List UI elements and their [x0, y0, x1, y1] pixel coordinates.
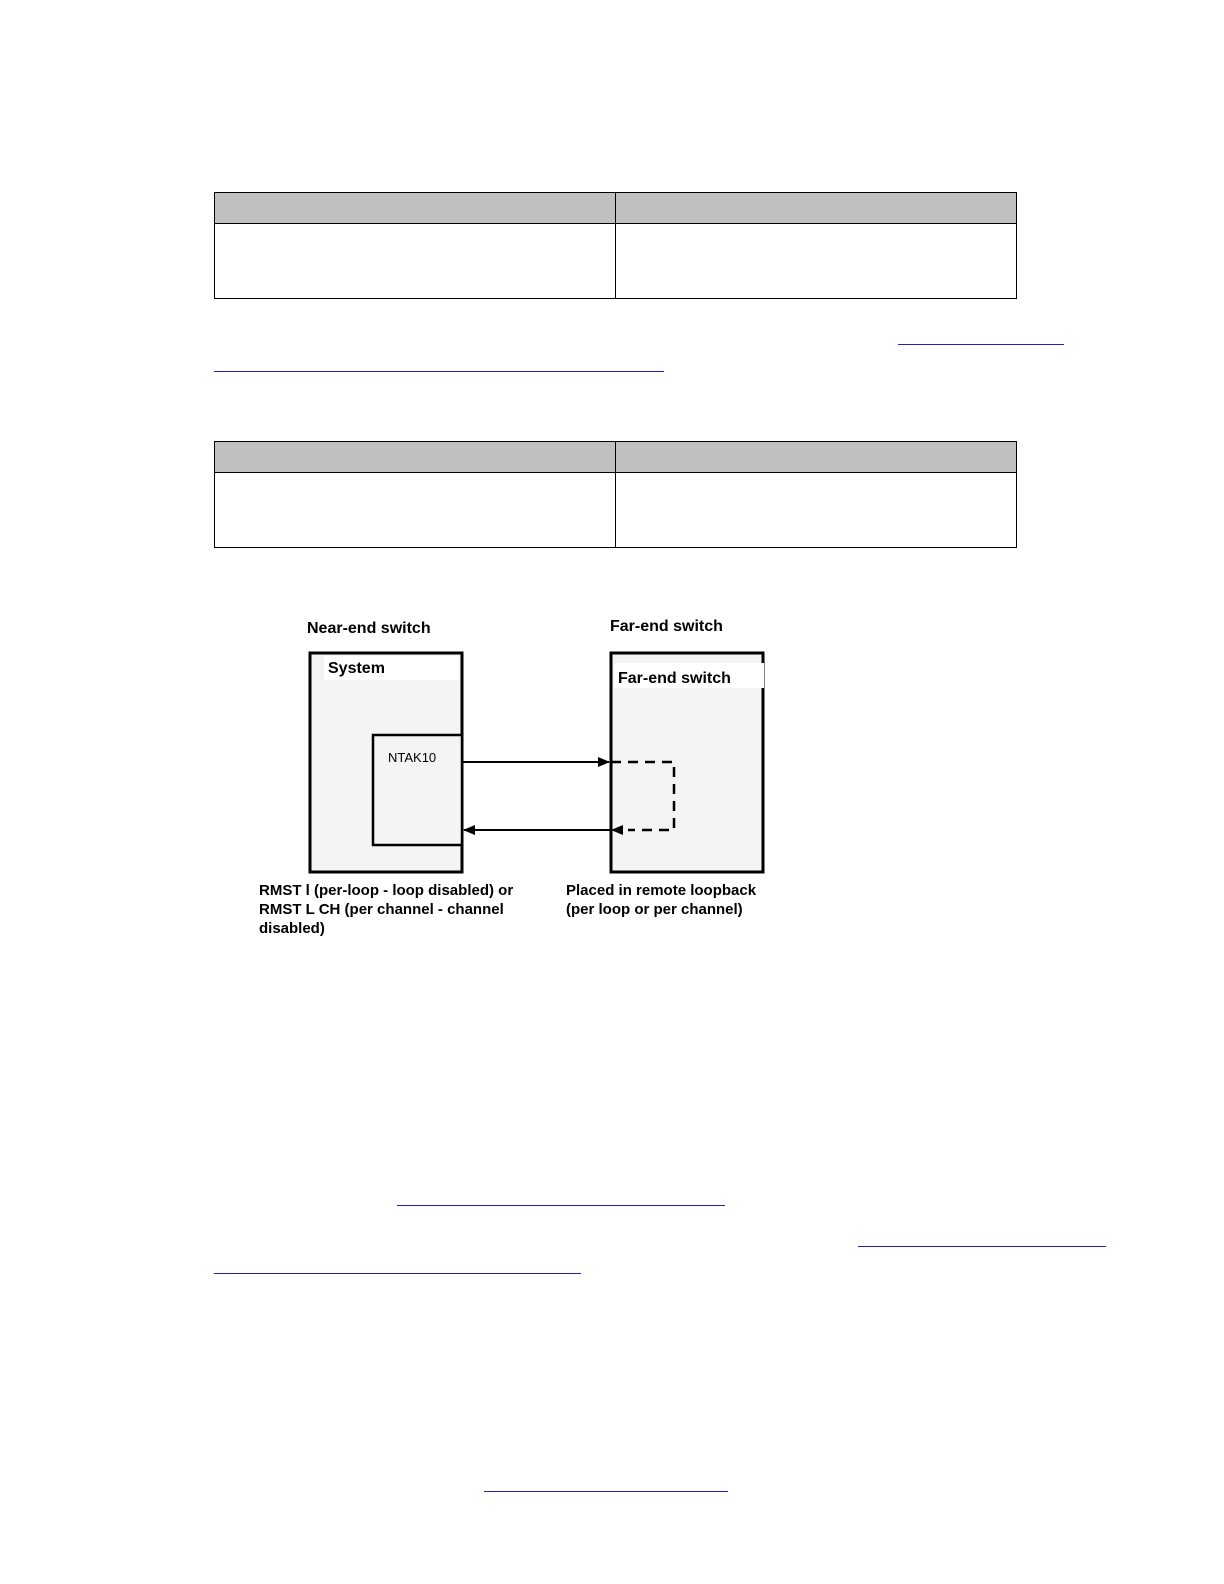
table-1-header-cell [616, 193, 1017, 224]
link-underline[interactable] [397, 1205, 725, 1206]
table-2-header-row [215, 442, 1017, 473]
link-underline[interactable] [898, 344, 1064, 345]
table-1 [214, 192, 1017, 299]
link-underline[interactable] [858, 1246, 1106, 1247]
loopback-diagram [240, 600, 800, 950]
far-end-caption [566, 882, 760, 918]
far-end-box-label: Far-end switch [618, 670, 731, 687]
table-1-cell [616, 224, 1017, 299]
ntak10-label: NTAK10 [388, 750, 437, 765]
near-end-caption-line: disabled) [259, 920, 325, 937]
link-underline[interactable] [214, 1273, 581, 1274]
table-2-header-cell [215, 442, 616, 473]
system-label: System [328, 660, 385, 677]
far-end-caption-line: (per loop or per channel) [566, 901, 743, 918]
near-end-caption [259, 882, 517, 937]
table-1-header-cell [215, 193, 616, 224]
table-2-row [215, 473, 1017, 548]
far-end-title: Far-end switch [610, 618, 723, 635]
near-end-caption-line: RMST L CH (per channel - channel [259, 901, 504, 918]
link-underline[interactable] [214, 371, 664, 372]
near-end-caption-line: RMST l (per-loop - loop disabled) or [259, 882, 514, 899]
table-1-cell [215, 224, 616, 299]
table-2-cell [616, 473, 1017, 548]
table-1-header-row [215, 193, 1017, 224]
table-1-row [215, 224, 1017, 299]
link-underline[interactable] [484, 1491, 728, 1492]
table-2 [214, 441, 1017, 548]
far-end-caption-line: Placed in remote loopback [566, 882, 757, 899]
table-2-header-cell [616, 442, 1017, 473]
near-end-title: Near-end switch [307, 620, 431, 637]
table-2-cell [215, 473, 616, 548]
